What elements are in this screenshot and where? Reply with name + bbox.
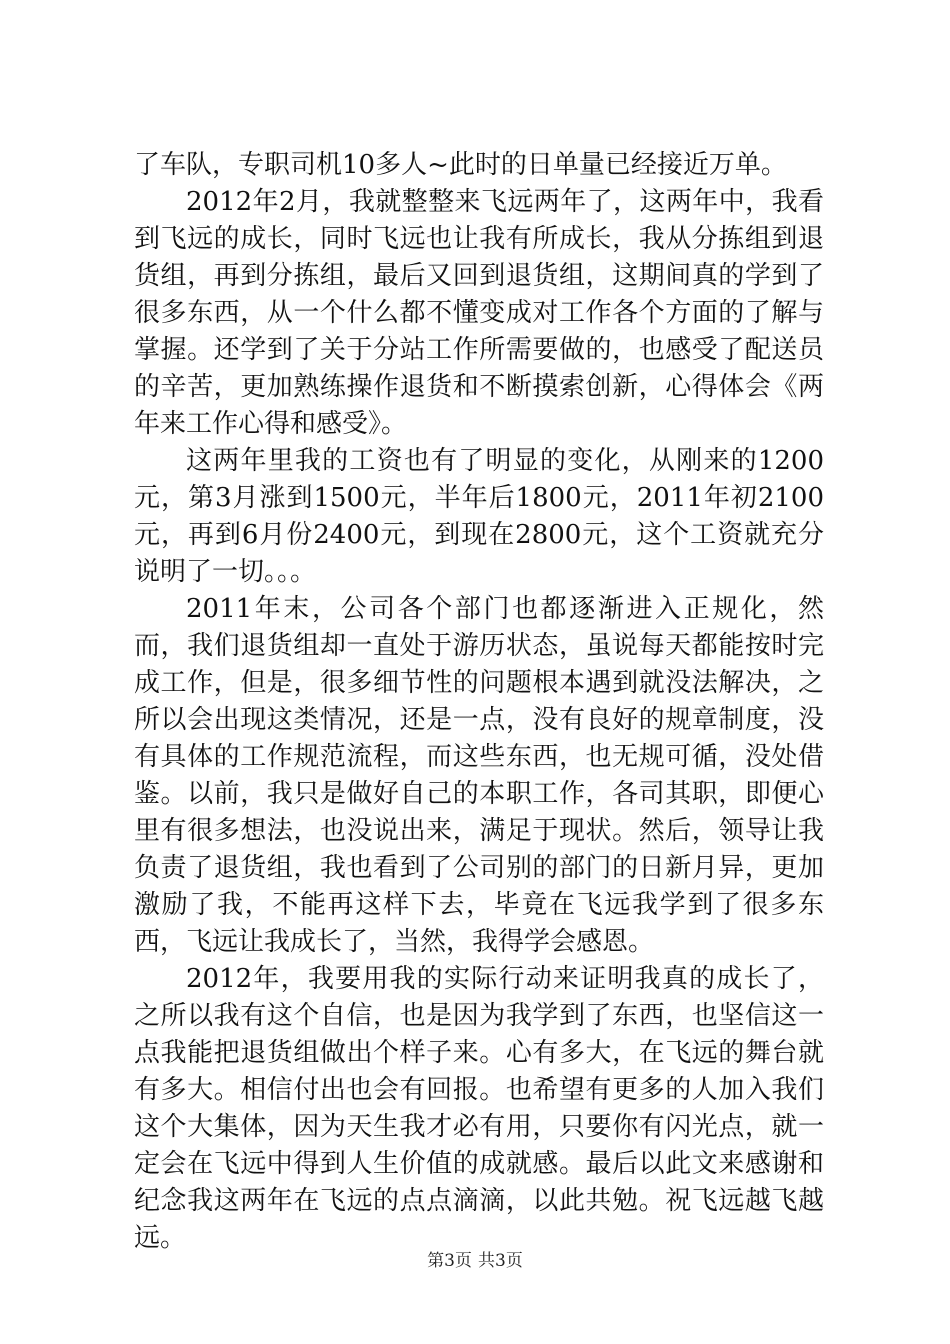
paragraph-two-years: 2012年2月，我就整整来飞远两年了，这两年中，我看到飞远的成长，同时飞远也让我有所成长，我从分拣组到退货组，再到分拣组，最后又回到退货组，这期间真的学到了很多东西，从一个什么都不懂变成对工作各个方面的了解与掌握。还学到了关于分站工作所需要做的，也感受了配送员的辛苦，更加熟练操作退货和不断摸索创新，心得体会《两年来工作心得和感受》。 [134,187,824,439]
page-footer [0,1246,950,1271]
paragraph-2012-plan: 2012年，我要用我的实际行动来证明我真的成长了，之所以我有这个自信，也是因为我学到了东西，也坚信这一点我能把退货组做出个样子来。心有多大，在飞远的舞台就有多大。相信付出也会有回报。也希望有更多的人加入我们这个大集体，因为天生我才必有用，只要你有闪光点，就一定会在飞远中得到人生价值的成就感。最后以此文来感谢和纪念我这两年在飞远的点点滴滴，以此共勉。祝飞远越飞越远。 [134,964,824,1253]
paragraph-salary: 这两年里我的工资也有了明显的变化，从刚来的1200元，第3月涨到1500元，半年后1800元，2011年初2100元，再到6月份2400元，到现在2800元，这个工资就充分说明了一切。。。 [134,446,824,587]
paragraph-continued: 了车队，专职司机10多人~此时的日单量已经接近万单。 [134,150,787,180]
paragraph-2011-end: 2011年末，公司各个部门也都逐渐进入正规化，然而，我们退货组却一直处于游历状态，虽说每天都能按时完成工作，但是，很多细节性的问题根本遇到就没法解决，之所以会出现这类情况，还是一点，没有良好的规章制度，没有具体的工作规范流程，而这些东西，也无规可循，没处借鉴。以前，我只是做好自己的本职工作，各司其职，即便心里有很多想法，也没说出来，满足于现状。然后，领导让我负责了退货组，我也看到了公司别的部门的日新月异，更加激励了我，不能再这样下去，毕竟在飞远我学到了很多东西，飞远让我成长了，当然，我得学会感恩。 [134,594,824,957]
page-number: 第3页 [427,1251,472,1271]
document-body [134,147,824,1257]
page-total: 共3页 [478,1251,523,1271]
